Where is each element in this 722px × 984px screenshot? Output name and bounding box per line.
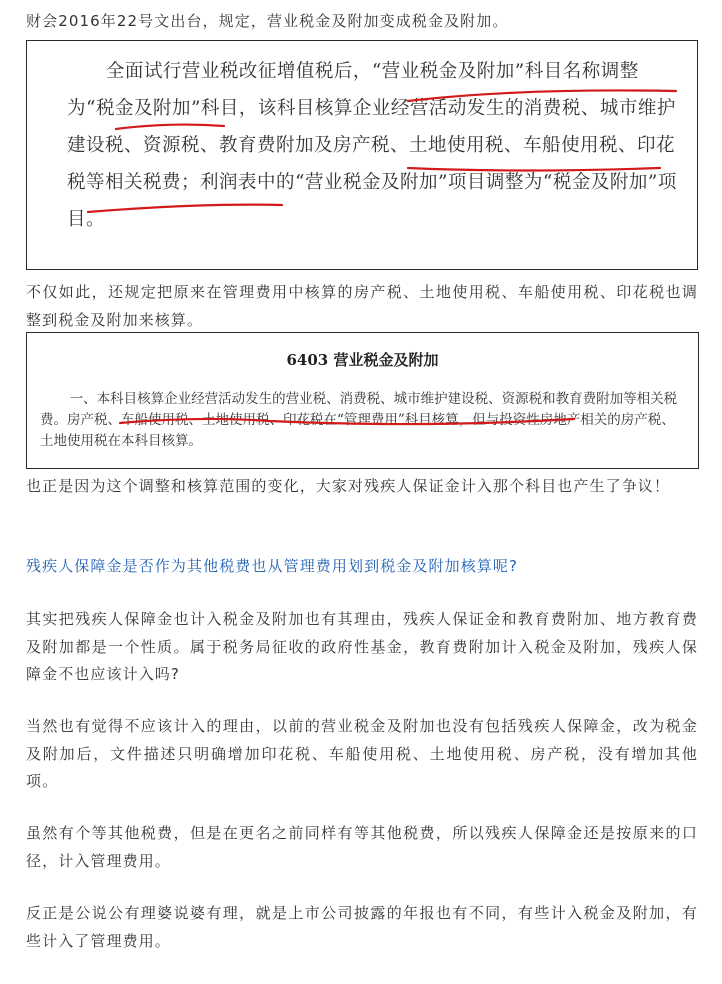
quote-1-text: 全面试行营业税改征增值税后，“营业税金及附加”科目名称调整为“税金及附加”科目，该科目核算企业经营活动发生的消费税、城市维护建设税、资源税、教育费附加及房产税、土地使用税、车船使用税、印花税等相关税费；利润表中的“营业税金及附加”项目调整为“税金及附加”项目。: [67, 61, 677, 230]
quote-box-2: [26, 332, 699, 469]
question-heading[interactable]: 残疾人保障金是否作为其他税费也从管理费用划到税金及附加核算呢?: [26, 557, 519, 575]
quote-2-text: 一、本科目核算企业经营活动发生的营业税、消费税、城市维护建设税、资源税和教育费附加等相关税费。房产税、车船使用税、土地使用税、印花税在“管理费用”科目核算，但与投资性房地产相关的房产税、土地使用税在本科目核算。: [40, 391, 678, 449]
paragraph-6: 虽然有个等其他税费，但是在更名之前同样有等其他税费，所以残疾人保障金还是按原来的口径，计入管理费用。: [26, 824, 698, 870]
intro-paragraph: 财会2016年22号文出台，规定，营业税金及附加变成税金及附加。: [26, 12, 509, 30]
paragraph-5: 当然也有觉得不应该计入的理由，以前的营业税金及附加也没有包括残疾人保障金，改为税金及附加后，文件描述只明确增加印花税、车船使用税、土地使用税、房产税，没有增加其他项。: [26, 717, 698, 790]
paragraph-4: 其实把残疾人保障金也计入税金及附加也有其理由，残疾人保证金和教育费附加、地方教育费及附加都是一个性质。属于税务局征收的政府性基金，教育费附加计入税金及附加，残疾人保障金不也应该计入吗?: [26, 610, 698, 683]
paragraph-2: 不仅如此，还规定把原来在管理费用中核算的房产税、土地使用税、车船使用税、印花税也调整到税金及附加来核算。: [26, 283, 698, 329]
quote-2-title: 6403 营业税金及附加: [286, 351, 439, 369]
paragraph-3: 也正是因为这个调整和核算范围的变化，大家对残疾人保证金计入那个科目也产生了争议！: [26, 477, 671, 495]
quote-box-1: [26, 40, 698, 270]
paragraph-7: 反正是公说公有理婆说婆有理，就是上市公司披露的年报也有不同，有些计入税金及附加，有些计入了管理费用。: [26, 904, 698, 950]
